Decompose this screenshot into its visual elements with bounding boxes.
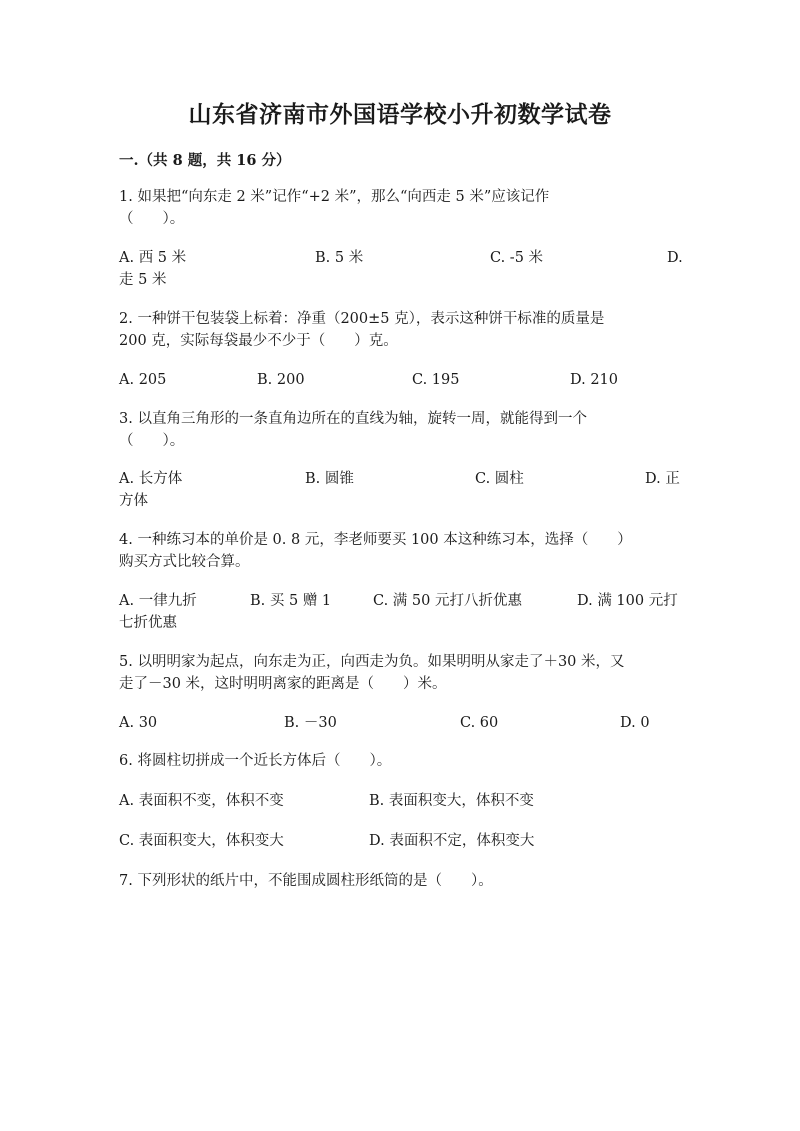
question-5-option-a: A. 30 (119, 715, 158, 731)
question-7-line-1: 7. 下列形状的纸片中，不能围成圆柱形纸筒的是（ ）。 (119, 873, 493, 889)
question-1-line-1: 1. 如果把“向东走 2 米”记作“+2 米”，那么“向西走 5 米”应该记作 (119, 189, 550, 205)
question-1-option-a: A. 西 5 米 (119, 250, 187, 266)
question-6-option-b: B. 表面积变大，体积不变 (369, 793, 534, 809)
question-3-option-d-cont: 方体 (119, 493, 148, 509)
question-6-line-1: 6. 将圆柱切拼成一个近长方体后（ ）。 (119, 753, 392, 769)
section-heading: 一.（共 8 题，共 16 分） (119, 152, 291, 169)
question-4-option-d: D. 满 100 元打 (577, 593, 678, 609)
question-2-option-c: C. 195 (412, 372, 460, 388)
question-3-option-a: A. 长方体 (119, 471, 183, 487)
question-2-option-a: A. 205 (119, 372, 167, 388)
question-1-option-d-cont: 走 5 米 (119, 272, 167, 288)
question-5-option-c: C. 60 (460, 715, 499, 731)
question-5-option-b: B. －30 (284, 715, 337, 731)
question-2-option-d: D. 210 (570, 372, 619, 388)
question-2-option-b: B. 200 (257, 372, 305, 388)
question-1-line-2: （ ）。 (119, 211, 185, 227)
question-4-option-b: B. 买 5 赠 1 (250, 593, 332, 609)
question-4-option-c: C. 满 50 元打八折优惠 (373, 593, 522, 609)
question-6-option-d: D. 表面积不定，体积变大 (369, 833, 535, 849)
question-5-option-d: D. 0 (620, 715, 650, 731)
question-1-option-b: B. 5 米 (315, 250, 364, 266)
question-6-option-c: C. 表面积变大，体积变大 (119, 833, 284, 849)
question-2-line-1: 2. 一种饼干包装袋上标着：净重（200±5 克），表示这种饼干标准的质量是 (119, 311, 605, 327)
question-4-line-1: 4. 一种练习本的单价是 0. 8 元，李老师要买 100 本这种练习本，选择（ ） (119, 532, 632, 548)
question-5-line-2: 走了－30 米，这时明明离家的距离是（ ）米。 (119, 676, 447, 692)
question-4-line-2: 购买方式比较合算。 (119, 554, 250, 570)
question-2-line-2: 200 克，实际每袋最少不少于（ ）克。 (119, 333, 398, 349)
question-4-option-d-cont: 七折优惠 (119, 615, 177, 631)
question-3-option-d: D. 正 (645, 471, 680, 487)
question-5-line-1: 5. 以明明家为起点，向东走为正，向西走为负。如果明明从家走了＋30 米，又 (119, 654, 625, 670)
question-3-line-2: （ ）。 (119, 433, 185, 449)
question-1-option-d: D. (667, 250, 683, 266)
question-6-option-a: A. 表面积不变，体积不变 (119, 793, 284, 809)
question-4-option-a: A. 一律九折 (119, 593, 197, 609)
question-3-option-b: B. 圆锥 (305, 471, 354, 487)
question-1-option-c: C. -5 米 (490, 250, 544, 266)
page-title: 山东省济南市外国语学校小升初数学试卷 (188, 101, 612, 128)
question-3-line-1: 3. 以直角三角形的一条直角边所在的直线为轴，旋转一周，就能得到一个 (119, 411, 587, 427)
question-3-option-c: C. 圆柱 (475, 471, 524, 487)
